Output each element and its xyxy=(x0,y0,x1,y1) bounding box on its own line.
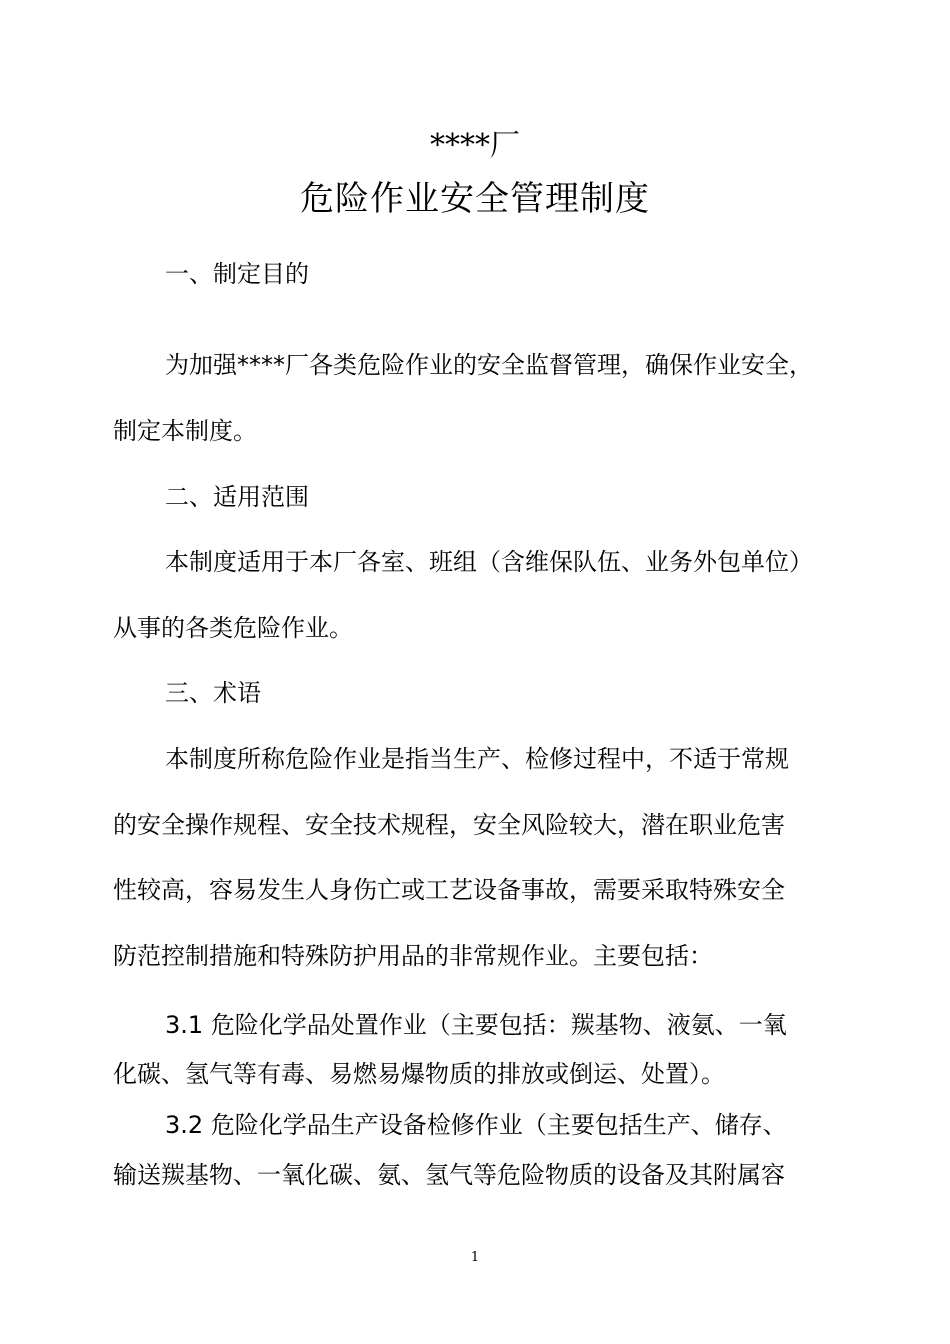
paragraph-line: 的安全操作规程、安全技术规程，安全风险较大，潜在职业危害 xyxy=(113,811,785,839)
list-item-3-1-continued: 化碳、氢气等有毒、易燃易爆物质的排放或倒运、处置）。 xyxy=(113,1060,725,1088)
section-heading-terms: 三、术语 xyxy=(165,679,261,707)
paragraph-line: 本制度所称危险作业是指当生产、检修过程中，不适于常规 xyxy=(165,745,789,773)
paragraph-line: 本制度适用于本厂各室、班组（含维保队伍、业务外包单位） xyxy=(165,548,813,576)
paragraph-line: 防范控制措施和特殊防护用品的非常规作业。主要包括： xyxy=(113,942,713,970)
section-heading-purpose: 一、制定目的 xyxy=(165,260,309,288)
paragraph-line: 制定本制度。 xyxy=(113,417,257,445)
document-title-factory: ****厂 xyxy=(430,128,520,163)
section-heading-scope: 二、适用范围 xyxy=(165,483,309,511)
page-number: 1 xyxy=(470,1250,480,1265)
list-item-3-2-continued: 输送羰基物、一氧化碳、氨、氢气等危险物质的设备及其附属容 xyxy=(113,1161,785,1189)
document-title: 危险作业安全管理制度 xyxy=(300,179,650,219)
paragraph-line: 为加强****厂各类危险作业的安全监督管理，确保作业安全， xyxy=(165,351,813,379)
paragraph-line: 从事的各类危险作业。 xyxy=(113,614,353,642)
list-item-3-2: 3.2 危险化学品生产设备检修作业（主要包括生产、储存、 xyxy=(165,1111,787,1139)
list-item-3-1: 3.1 危险化学品处置作业（主要包括：羰基物、液氨、一氧 xyxy=(165,1011,787,1039)
paragraph-line: 性较高，容易发生人身伤亡或工艺设备事故，需要采取特殊安全 xyxy=(113,876,785,904)
